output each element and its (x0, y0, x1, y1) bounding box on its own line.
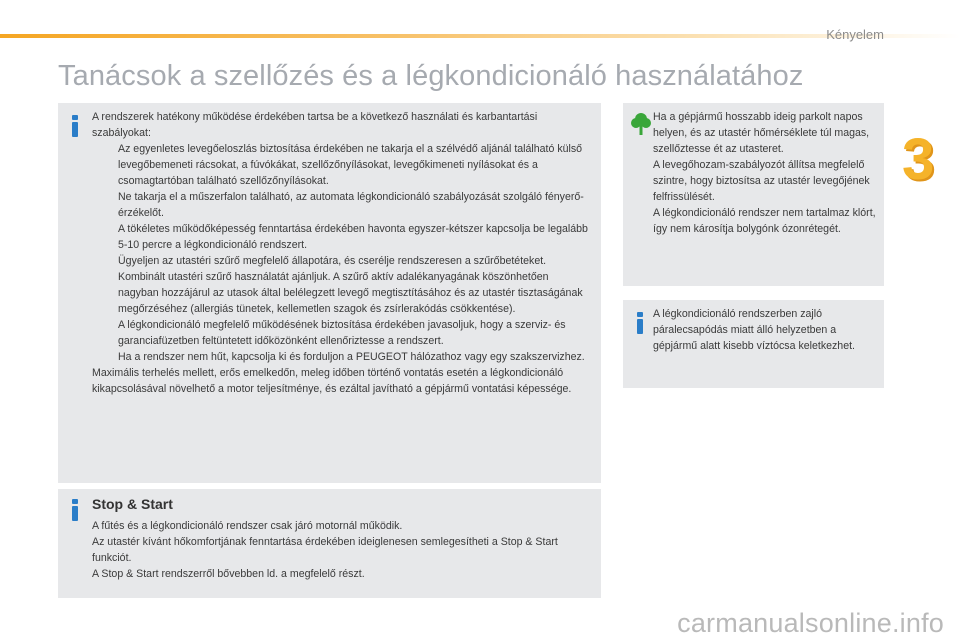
info-icon (66, 115, 84, 137)
tree-icon (630, 112, 652, 136)
header-accent-bar (0, 34, 960, 38)
eco-paragraph: A levegőhozam-szabályozót állítsa megfelelő szintre, hogy biztosítsa az utastér levegőjének felfrissülését. (653, 159, 870, 203)
chapter-number: 3 (902, 127, 935, 192)
eco-paragraph: Ha a gépjármű hosszabb ideig parkolt napos helyen, és az utastér hőmérséklete túl magas, szellőztesse ét az utasteret. (653, 111, 870, 155)
stop-start-title: Stop & Start (92, 496, 173, 512)
condensation-box (623, 300, 884, 388)
stop-start-paragraph: Az utastér kívánt hőkomfortjának fenntartása érdekében ideiglenesen semlegesítheti a Stop & Start funkciót. (92, 536, 558, 564)
filter-note: Kombinált utastéri szűrő használatát ajánljuk. A szűrő aktív adalékanyagának köszönhetően nagyban hozzájárul az utasok által belélegzett levegő megtisztításához és az utastér tisztaságának megőrzéséhez (allergiás tünetek, kellemetlen szagok és zsírlerakódás csökkentése). (118, 271, 583, 315)
eco-paragraph: A légkondicionáló rendszer nem tartalmaz klórt, így nem károsítja bolygónk ózonrétegét. (653, 207, 876, 235)
stop-start-text (92, 518, 592, 582)
watermark: carmanualsonline.info (677, 608, 944, 638)
list-item: Ha a rendszer nem hűt, kapcsolja ki és forduljon a PEUGEOT hálózathoz vagy egy szakszervizhez. (118, 351, 585, 363)
section-label: Kényelem (826, 27, 884, 42)
eco-tips-box (623, 103, 884, 286)
list-item: A légkondicionáló megfelelő működésének biztosítása érdekében javasoljuk, hogy a szerviz- és garanciafüzetben feltüntetett időközönként ellenőriztesse a rendszert. (118, 319, 566, 347)
list-item: Az egyenletes levegőeloszlás biztosítása érdekében ne takarja el a szélvédő aljánál található külső levegőbemeneti rácsokat, a fúvókákat, szellőzőnyílásokat, levegőkimeneti nyílásokat és a csomagtartóban található szellőzőnyílásokat. (118, 143, 583, 187)
info-icon (631, 312, 649, 334)
list-item: Ügyeljen az utastéri szűrő megfelelő állapotára, és cserélje rendszeresen a szűrőbetéteket. (118, 255, 547, 267)
stop-start-paragraph: A Stop & Start rendszerről bővebben ld. a megfelelő részt. (92, 568, 365, 580)
eco-tips-text (653, 109, 879, 237)
main-advice-box (58, 103, 601, 483)
main-advice-text (92, 109, 592, 397)
main-outro: Maximális terhelés mellett, erős emelkedőn, meleg időben történő vontatás esetén a légkondicionáló kikapcsolásával növelhető a motor teljesítménye, és ezáltal javítható a gépjármű vontatási képessége. (92, 367, 572, 395)
condensation-text: A légkondicionáló rendszerben zajló páralecsapódás miatt álló helyzetben a gépjármű alatt kisebb víztócsa keletkezhet. (653, 308, 855, 352)
list-item: Ne takarja el a műszerfalon található, az automata légkondicionáló szabályozását szolgáló fényerő-érzékelőt. (118, 191, 584, 219)
info-icon (66, 499, 84, 521)
list-item: A tökéletes működőképesség fenntartása érdekében havonta egyszer-kétszer kapcsolja be legalább 5-10 percre a légkondicionáló rendszert. (118, 223, 588, 251)
page-title: Tanácsok a szellőzés és a légkondicionáló használatához (58, 60, 804, 92)
stop-start-paragraph: A fűtés és a légkondicionáló rendszer csak járó motornál működik. (92, 520, 403, 532)
main-intro: A rendszerek hatékony működése érdekében tartsa be a következő használati és karbantartási szabályokat: (92, 111, 538, 139)
